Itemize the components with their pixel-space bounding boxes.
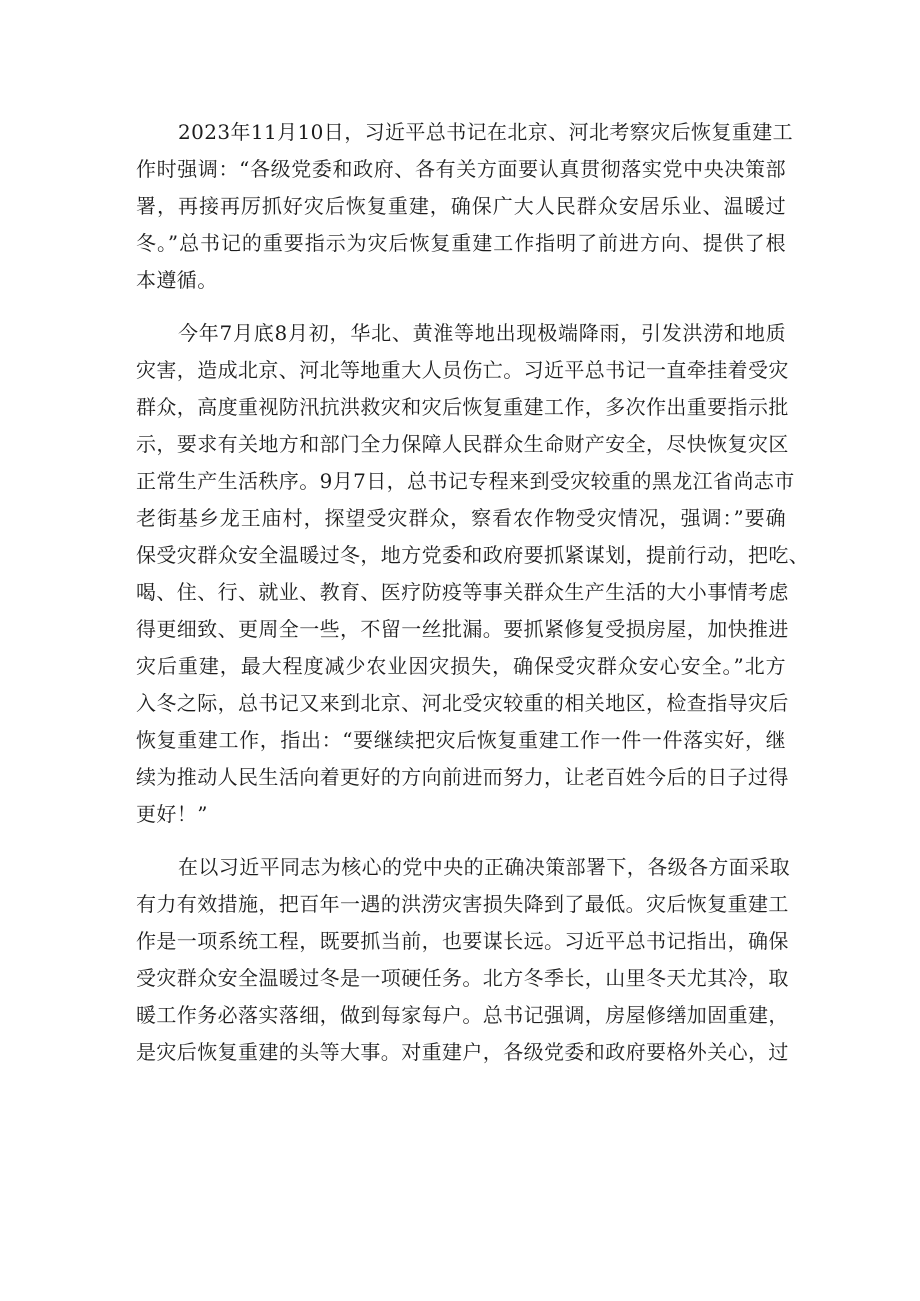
paragraph-line: 是灾后恢复重建的头等大事。对重建户，各级党委和政府要格外关心，过 xyxy=(136,1040,789,1064)
paragraph xyxy=(136,849,790,1071)
paragraph-line: 有力有效措施，把百年一遇的洪涝灾害损失降到了最低。灾后恢复重建工 xyxy=(136,892,789,916)
paragraph xyxy=(136,114,793,299)
paragraph-line: 暖工作务必落实落细，做到每家每户。总书记强调，房屋修缮加固重建， xyxy=(136,1003,789,1027)
paragraph-line: 群众，高度重视防汛抗洪救灾和灾后恢复重建工作，多次作出重要指示批 xyxy=(136,395,789,419)
paragraph-line: 署，再接再厉抓好灾后恢复重建，确保广大人民群众安居乐业、温暖过 xyxy=(136,194,786,218)
paragraph-line: 入冬之际，总书记又来到北京、河北受灾较重的相关地区，检查指导灾后 xyxy=(136,691,789,715)
paragraph-line: 恢复重建工作，指出：“要继续把灾后恢复重建工作一件一件落实好，继 xyxy=(136,728,786,752)
paragraph-line: 灾后重建，最大程度减少农业因灾损失，确保受灾群众安心安全。”北方 xyxy=(136,654,786,678)
paragraph xyxy=(136,315,810,833)
paragraph-line: 今年7月底8月初，华北、黄淮等地出现极端降雨，引发洪涝和地质 xyxy=(178,321,786,345)
paragraph-line: 灾害，造成北京、河北等地重大人员伤亡。习近平总书记一直牵挂着受灾 xyxy=(136,358,789,382)
paragraph-line: 得更细致、更周全一些，不留一丝批漏。要抓紧修复受损房屋，加快推进 xyxy=(136,617,789,641)
paragraph-line: 正常生产生活秩序。9月7日，总书记专程来到受灾较重的黑龙江省尚志市 xyxy=(136,469,795,493)
paragraph-line: 冬。”总书记的重要指示为灾后恢复重建工作指明了前进方向、提供了根 xyxy=(136,231,786,255)
paragraph-line: 示，要求有关地方和部门全力保障人民群众生命财产安全，尽快恢复灾区 xyxy=(136,432,789,456)
paragraph-line: 喝、住、行、就业、教育、医疗防疫等事关群众生产生活的大小事情考虑 xyxy=(136,580,789,604)
paragraph-line: 作时强调：“各级党委和政府、各有关方面要认真贯彻落实党中央决策部 xyxy=(136,157,786,181)
paragraph-line: 续为推动人民生活向着更好的方向前进而努力，让老百姓今后的日子过得 xyxy=(136,765,789,789)
document-body xyxy=(136,114,810,1087)
paragraph-line: 更好！” xyxy=(136,802,208,826)
paragraph-line: 受灾群众安全温暖过冬是一项硬任务。北方冬季长，山里冬天尤其冷，取 xyxy=(136,966,789,990)
paragraph-line: 本遵循。 xyxy=(136,268,218,292)
paragraph-line: 老街基乡龙王庙村，探望受灾群众，察看农作物受灾情况，强调：”要确 xyxy=(136,506,786,530)
paragraph-line: 保受灾群众安全温暖过冬，地方党委和政府要抓紧谋划，提前行动，把吃、 xyxy=(136,543,810,567)
paragraph-line: 作是一项系统工程，既要抓当前，也要谋长远。习近平总书记指出，确保 xyxy=(136,929,789,953)
paragraph-line: 2023年11月10日，习近平总书记在北京、河北考察灾后恢复重建工 xyxy=(178,120,793,144)
paragraph-line: 在以习近平同志为核心的党中央的正确决策部署下，各级各方面采取 xyxy=(178,855,790,879)
